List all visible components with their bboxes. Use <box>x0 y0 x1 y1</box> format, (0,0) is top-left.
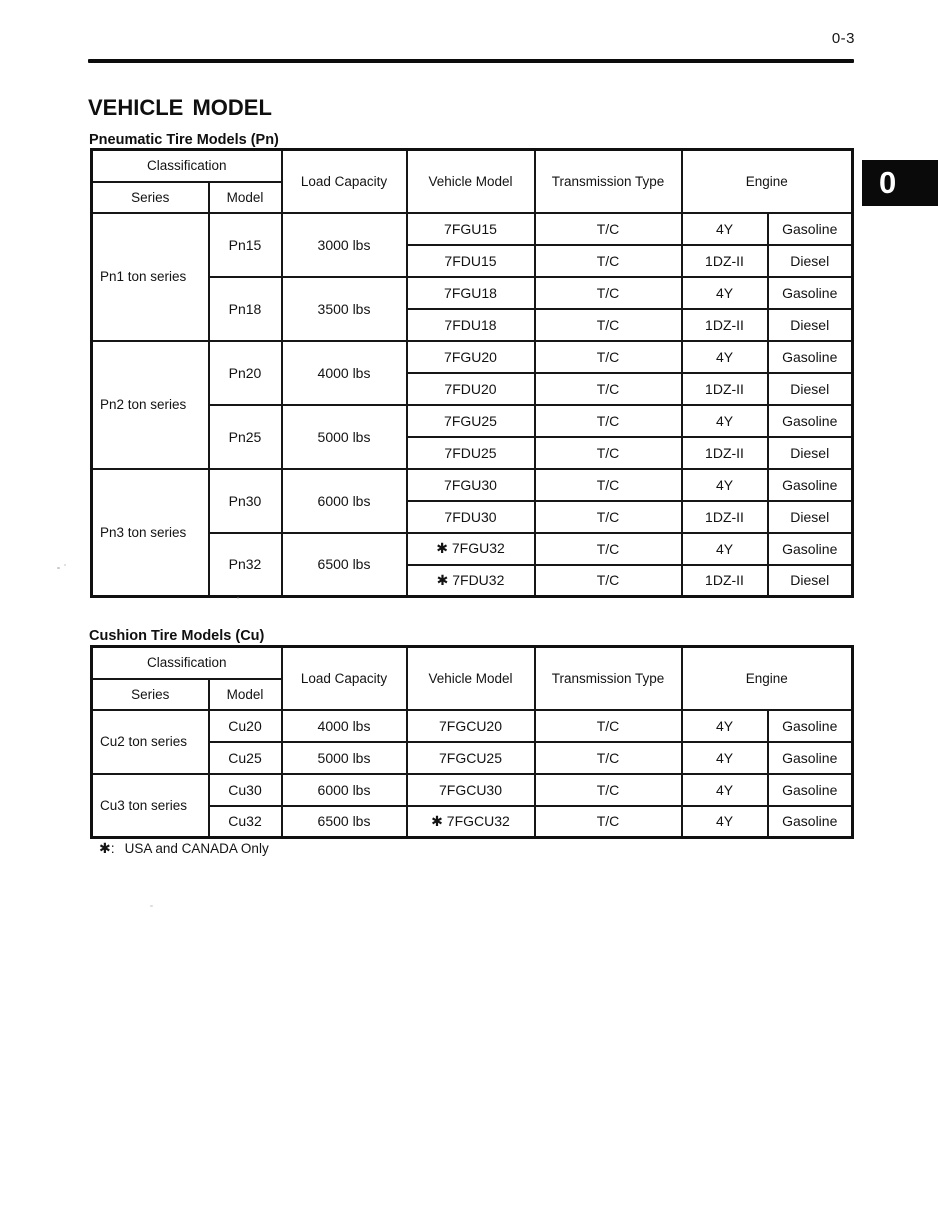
column-header-vehicle-model: Vehicle Model <box>407 150 535 213</box>
engine-cell: 4Y <box>682 213 768 245</box>
fuel-cell: Gasoline <box>768 533 853 565</box>
column-header-engine: Engine <box>682 150 853 213</box>
column-header-classification: Classification <box>92 150 282 182</box>
load-capacity-cell: 6000 lbs <box>282 774 407 806</box>
model-cell: Cu32 <box>209 806 282 838</box>
table-row <box>92 213 853 245</box>
pneumatic-section-heading: Pneumatic Tire Models (Pn) <box>89 132 279 149</box>
section-tab <box>862 160 938 206</box>
fuel-cell: Gasoline <box>768 277 853 309</box>
vehicle-model-cell: ✱ 7FDU32 <box>407 565 535 597</box>
vehicle-model-cell: 7FDU30 <box>407 501 535 533</box>
fuel-cell: Gasoline <box>768 806 853 838</box>
vehicle-model-cell: ✱ 7FGCU32 <box>407 806 535 838</box>
column-header-transmission-type: Transmission Type <box>535 150 682 213</box>
transmission-cell: T/C <box>535 437 682 469</box>
vehicle-model-cell: 7FGU25 <box>407 405 535 437</box>
transmission-cell: T/C <box>535 277 682 309</box>
fuel-cell: Gasoline <box>768 405 853 437</box>
engine-cell: 1DZ-II <box>682 245 768 277</box>
table-row <box>92 710 853 742</box>
column-header-model: Model <box>209 182 282 213</box>
load-capacity-cell: 5000 lbs <box>282 405 407 469</box>
load-capacity-cell: 6500 lbs <box>282 533 407 597</box>
fuel-cell: Diesel <box>768 565 853 597</box>
model-cell: Pn15 <box>209 213 282 277</box>
series-cell: Pn3 ton series <box>92 469 209 597</box>
series-cell: Cu3 ton series <box>92 774 209 838</box>
page-title: VEHICLE MODEL <box>88 94 272 120</box>
column-header-engine: Engine <box>682 647 853 710</box>
scan-artifact <box>150 905 153 907</box>
fuel-cell: Diesel <box>768 437 853 469</box>
column-header-model: Model <box>209 679 282 710</box>
model-cell: Pn25 <box>209 405 282 469</box>
scan-artifact <box>64 564 66 566</box>
load-capacity-cell: 3500 lbs <box>282 277 407 341</box>
vehicle-model-cell: 7FGCU30 <box>407 774 535 806</box>
vehicle-model-cell: 7FDU18 <box>407 309 535 341</box>
load-capacity-cell: 6000 lbs <box>282 469 407 533</box>
vehicle-model-cell: 7FDU20 <box>407 373 535 405</box>
fuel-cell: Gasoline <box>768 341 853 373</box>
engine-cell: 4Y <box>682 533 768 565</box>
fuel-cell: Gasoline <box>768 469 853 501</box>
load-capacity-cell: 3000 lbs <box>282 213 407 277</box>
table-header-row <box>92 150 853 182</box>
page-number: 0-3 <box>831 30 855 47</box>
transmission-cell: T/C <box>535 501 682 533</box>
engine-cell: 1DZ-II <box>682 373 768 405</box>
transmission-cell: T/C <box>535 245 682 277</box>
table-header-row <box>92 647 853 679</box>
transmission-cell: T/C <box>535 341 682 373</box>
vehicle-model-cell: 7FGU18 <box>407 277 535 309</box>
scan-artifact <box>57 567 60 569</box>
table-row <box>92 341 853 373</box>
fuel-cell: Gasoline <box>768 213 853 245</box>
transmission-cell: T/C <box>535 213 682 245</box>
transmission-cell: T/C <box>535 533 682 565</box>
model-cell: Pn20 <box>209 341 282 405</box>
engine-cell: 4Y <box>682 774 768 806</box>
transmission-cell: T/C <box>535 405 682 437</box>
series-cell: Cu2 ton series <box>92 710 209 774</box>
asterisk-icon: ✱: <box>99 840 115 856</box>
engine-cell: 4Y <box>682 742 768 774</box>
section-tab-label: 0 <box>879 165 897 200</box>
cushion-section-heading: Cushion Tire Models (Cu) <box>89 628 265 645</box>
model-cell: Cu25 <box>209 742 282 774</box>
engine-cell: 4Y <box>682 341 768 373</box>
cushion-table <box>90 645 854 839</box>
load-capacity-cell: 4000 lbs <box>282 710 407 742</box>
engine-cell: 4Y <box>682 469 768 501</box>
fuel-cell: Gasoline <box>768 742 853 774</box>
transmission-cell: T/C <box>535 710 682 742</box>
fuel-cell: Gasoline <box>768 774 853 806</box>
column-header-series: Series <box>92 182 209 213</box>
engine-cell: 1DZ-II <box>682 437 768 469</box>
engine-cell: 4Y <box>682 710 768 742</box>
column-header-transmission-type: Transmission Type <box>535 647 682 710</box>
footnote <box>99 840 269 857</box>
footnote-text: USA and CANADA Only <box>124 841 269 856</box>
column-header-vehicle-model: Vehicle Model <box>407 647 535 710</box>
table-row <box>92 774 853 806</box>
transmission-cell: T/C <box>535 774 682 806</box>
series-cell: Pn1 ton series <box>92 213 209 341</box>
scan-artifact <box>237 597 239 599</box>
load-capacity-cell: 6500 lbs <box>282 806 407 838</box>
model-cell: Pn18 <box>209 277 282 341</box>
engine-cell: 4Y <box>682 277 768 309</box>
fuel-cell: Diesel <box>768 309 853 341</box>
fuel-cell: Gasoline <box>768 710 853 742</box>
vehicle-model-cell: 7FGCU20 <box>407 710 535 742</box>
vehicle-model-cell: 7FGU30 <box>407 469 535 501</box>
vehicle-model-cell: 7FGU20 <box>407 341 535 373</box>
vehicle-model-cell: 7FGU15 <box>407 213 535 245</box>
engine-cell: 1DZ-II <box>682 309 768 341</box>
column-header-classification: Classification <box>92 647 282 679</box>
vehicle-model-cell: ✱ 7FGU32 <box>407 533 535 565</box>
transmission-cell: T/C <box>535 309 682 341</box>
model-cell: Pn32 <box>209 533 282 597</box>
model-cell: Pn30 <box>209 469 282 533</box>
column-header-series: Series <box>92 679 209 710</box>
transmission-cell: T/C <box>535 373 682 405</box>
fuel-cell: Diesel <box>768 373 853 405</box>
column-header-load-capacity: Load Capacity <box>282 150 407 213</box>
transmission-cell: T/C <box>535 469 682 501</box>
vehicle-model-cell: 7FDU25 <box>407 437 535 469</box>
fuel-cell: Diesel <box>768 501 853 533</box>
vehicle-model-cell: 7FDU15 <box>407 245 535 277</box>
transmission-cell: T/C <box>535 565 682 597</box>
header-rule <box>88 59 854 63</box>
series-cell: Pn2 ton series <box>92 341 209 469</box>
engine-cell: 4Y <box>682 405 768 437</box>
load-capacity-cell: 4000 lbs <box>282 341 407 405</box>
transmission-cell: T/C <box>535 806 682 838</box>
column-header-load-capacity: Load Capacity <box>282 647 407 710</box>
pneumatic-table <box>90 148 854 598</box>
table-row <box>92 469 853 501</box>
engine-cell: 4Y <box>682 806 768 838</box>
vehicle-model-cell: 7FGCU25 <box>407 742 535 774</box>
load-capacity-cell: 5000 lbs <box>282 742 407 774</box>
model-cell: Cu20 <box>209 710 282 742</box>
engine-cell: 1DZ-II <box>682 565 768 597</box>
fuel-cell: Diesel <box>768 245 853 277</box>
model-cell: Cu30 <box>209 774 282 806</box>
transmission-cell: T/C <box>535 742 682 774</box>
engine-cell: 1DZ-II <box>682 501 768 533</box>
